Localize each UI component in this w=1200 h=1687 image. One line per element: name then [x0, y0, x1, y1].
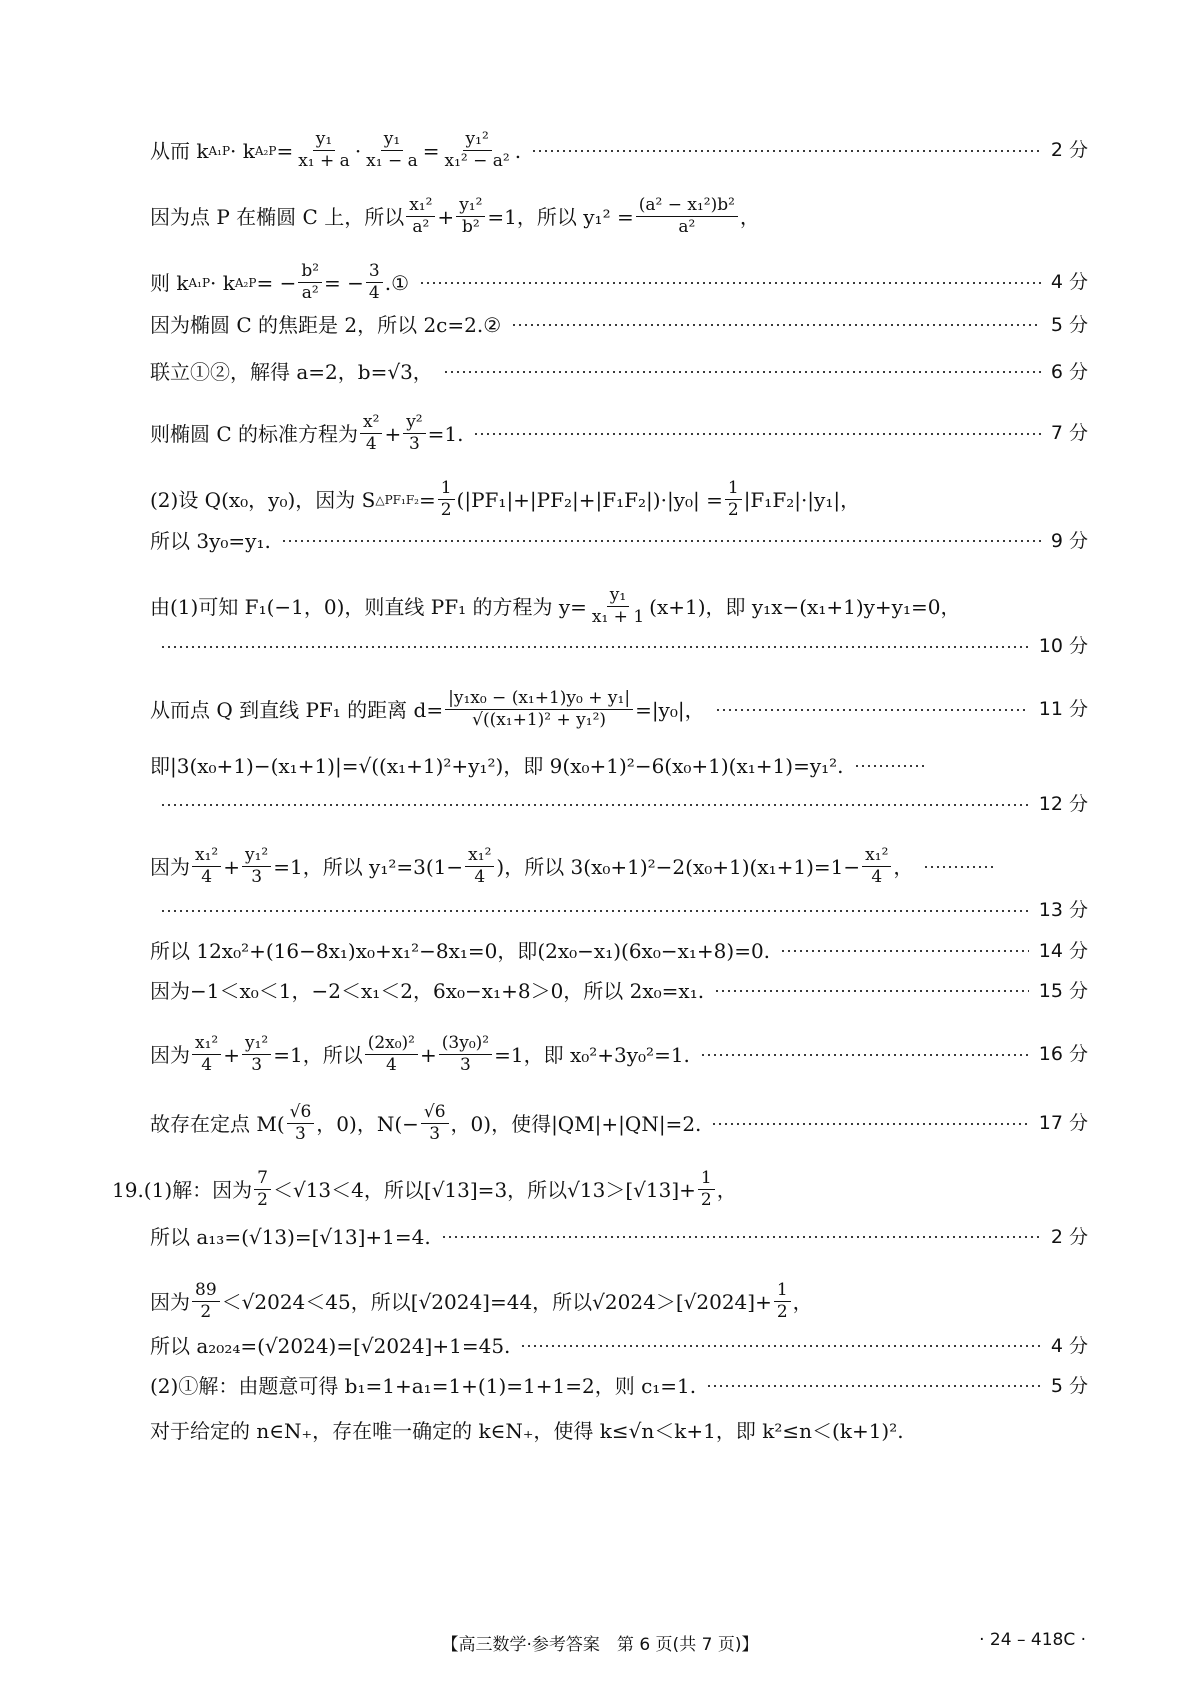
solution-line: [150, 1421, 1088, 1441]
dot-leader: [419, 282, 1041, 284]
fraction: [438, 480, 455, 519]
fraction-numerator: 1: [725, 480, 742, 500]
solution-line: [150, 1282, 1088, 1321]
line-text: +: [420, 1042, 437, 1067]
line-text: 故存在定点 M(: [150, 1111, 285, 1136]
fraction-denominator: x₁² − a²: [444, 151, 510, 171]
solution-line: [150, 414, 1088, 453]
fraction: [445, 690, 633, 729]
fraction-denominator: 2: [700, 1190, 712, 1210]
line-text: = −: [256, 270, 297, 295]
fraction-denominator: a²: [678, 217, 696, 237]
solution-line: [150, 795, 1088, 814]
fraction: [295, 131, 353, 170]
line-text: 19.(1)解：因为: [112, 1177, 253, 1202]
footer-code: · 24 – 418C ·: [979, 1630, 1086, 1650]
fraction: [242, 1035, 271, 1074]
line-text: +: [223, 854, 240, 879]
fraction: [254, 1170, 271, 1209]
line-text: .①: [384, 270, 410, 295]
line-text: =|y₀|，: [635, 697, 705, 722]
score-label: 14 分: [1038, 939, 1088, 962]
subscript: A₁P: [208, 143, 231, 158]
fraction-denominator: 3: [460, 1055, 471, 1075]
dot-leader: [923, 866, 995, 868]
fraction-denominator: 4: [365, 434, 377, 454]
fraction-numerator: x₁²: [192, 1035, 221, 1055]
fraction-denominator: x₁ + 1: [591, 607, 645, 627]
line-text: ·: [354, 138, 362, 163]
score-label: 4 分: [1050, 1334, 1088, 1357]
fraction-numerator: 89: [192, 1282, 220, 1302]
fraction-denominator: 3: [409, 434, 420, 454]
fraction: [442, 131, 513, 170]
solution-line: [150, 1336, 1088, 1356]
line-text: · k: [230, 138, 255, 163]
line-text: ，: [792, 1289, 813, 1314]
line-text: ＜√2024＜45，所以[√2024]=44，所以√2024＞[√2024]+: [221, 1289, 772, 1314]
score-label: 16 分: [1038, 1043, 1088, 1065]
fraction-denominator: x₁ + a: [298, 151, 350, 171]
subscript: A₂P: [254, 143, 277, 158]
fraction-numerator: x₁²: [862, 847, 891, 867]
line-text: 因为−1＜x₀＜1，−2＜x₁＜2，6x₀−x₁+8＞0，所以 2x₀=x₁.: [150, 979, 705, 1003]
solution-line: [150, 531, 1088, 551]
score-label: 11 分: [1038, 698, 1088, 720]
dot-leader: [441, 1236, 1041, 1238]
fraction: [363, 131, 421, 170]
score-label: 17 分: [1038, 1112, 1088, 1134]
fraction-numerator: y²: [403, 414, 425, 434]
fraction: [774, 1282, 791, 1321]
subscript: △PF₁F₂: [375, 492, 419, 507]
dot-leader: [443, 371, 1041, 373]
fraction: [862, 847, 891, 886]
line-text: 从而点 Q 到直线 PF₁ 的距离 d=: [150, 697, 444, 722]
solution-line: [150, 1035, 1088, 1074]
fraction: [725, 480, 742, 519]
solution-line: [150, 941, 1088, 961]
score-label: 2 分: [1050, 1225, 1088, 1248]
fraction-denominator: 4: [201, 1055, 213, 1075]
fraction: [589, 587, 647, 626]
score-label: 6 分: [1050, 360, 1088, 383]
fraction-denominator: 4: [871, 867, 883, 887]
fraction: [406, 197, 435, 236]
solution-line: [150, 315, 1088, 335]
line-text: =1，即 x₀²+3y₀²=1.: [494, 1042, 690, 1067]
line-text: ，: [716, 1177, 737, 1202]
fraction-denominator: x₁ − a: [366, 151, 418, 171]
fraction: [403, 414, 425, 453]
dot-leader: [520, 1345, 1040, 1347]
line-text: 因为: [150, 1042, 190, 1067]
dot-leader: [531, 150, 1041, 152]
fraction: [360, 414, 382, 453]
fraction: [287, 1104, 315, 1143]
fraction-numerator: y₁²: [242, 1035, 271, 1055]
line-text: (2)设 Q(x₀，y₀)，因为 S: [150, 487, 376, 512]
solution-line: [150, 847, 1088, 886]
solution-line: [150, 901, 1088, 920]
score-label: 13 分: [1038, 899, 1088, 921]
fraction-denominator: a²: [301, 283, 319, 303]
line-text: ，: [893, 854, 914, 879]
score-label: 7 分: [1050, 422, 1088, 444]
solution-line: [150, 587, 1088, 626]
line-text: ，: [739, 204, 760, 229]
line-text: =1，所以 y₁²=3(1−: [273, 854, 464, 879]
fraction-denominator: a²: [412, 217, 430, 237]
score-label: 9 分: [1050, 529, 1088, 552]
page-footer: [0, 1630, 1200, 1658]
dot-leader: [854, 765, 926, 767]
fraction-denominator: 3: [295, 1124, 306, 1144]
fraction-numerator: (2x₀)²: [365, 1035, 418, 1055]
fraction-numerator: x₁²: [465, 847, 494, 867]
solution-line: [150, 480, 1088, 519]
fraction-denominator: 2: [727, 500, 739, 520]
line-text: = −: [324, 270, 364, 295]
line-text: (|PF₁|+|PF₂|+|F₁F₂|)·|y₀| =: [456, 487, 723, 512]
dot-leader: [160, 646, 1029, 648]
fraction-numerator: |y₁x₀ − (x₁+1)y₀ + y₁|: [445, 690, 633, 710]
fraction: [298, 263, 322, 302]
line-text: =1，所以 y₁² =: [487, 204, 634, 229]
solution-line: [150, 263, 1088, 302]
fraction: [421, 1104, 449, 1143]
line-text: 因为点 P 在椭圆 C 上，所以: [150, 204, 405, 229]
line-text: · k: [210, 270, 235, 295]
fraction: [242, 847, 271, 886]
dot-leader: [700, 1054, 1029, 1056]
fraction: [365, 1035, 418, 1074]
fraction: [192, 1282, 220, 1321]
fraction-numerator: x²: [360, 414, 382, 434]
fraction: [192, 1035, 221, 1074]
dot-leader: [714, 990, 1029, 992]
line-text: 对于给定的 n∈N₊，存在唯一确定的 k∈N₊，使得 k≤√n＜k+1，即 k²≤n＜(k+1)².: [150, 1419, 904, 1443]
line-text: +: [223, 1042, 240, 1067]
fraction: [465, 847, 494, 886]
line-text: ，0)，N(−: [316, 1111, 419, 1136]
solution-line: [150, 131, 1088, 170]
line-text: 所以 a₁₃=(√13)=[√13]+1=4.: [150, 1225, 431, 1249]
solution-line: [150, 690, 1088, 729]
fraction-denominator: 2: [776, 1302, 788, 1322]
subscript: A₂P: [234, 275, 257, 290]
line-text: 所以 a₂₀₂₄=(√2024)=[√2024]+1=45.: [150, 1334, 511, 1358]
fraction-denominator: √((x₁+1)² + y₁²): [472, 710, 607, 730]
dot-leader: [715, 709, 1029, 711]
fraction-denominator: 4: [474, 867, 486, 887]
line-text: )，所以 3(x₀+1)²−2(x₀+1)(x₁+1)=1−: [496, 854, 861, 879]
fraction-numerator: (3y₀)²: [439, 1035, 492, 1055]
line-text: .: [514, 138, 522, 163]
fraction-denominator: 4: [385, 1055, 397, 1075]
fraction: [439, 1035, 492, 1074]
line-text: 由(1)可知 F₁(−1，0)，则直线 PF₁ 的方程为 y=: [150, 594, 587, 619]
fraction-numerator: y₁: [313, 131, 335, 151]
line-text: 则 k: [150, 270, 189, 295]
dot-leader: [706, 1385, 1041, 1387]
fraction-denominator: b²: [461, 217, 480, 237]
score-label: 12 分: [1038, 793, 1088, 815]
solution-line: [150, 1227, 1088, 1247]
fraction-denominator: 3: [429, 1124, 441, 1144]
fraction-denominator: 4: [201, 867, 213, 887]
dot-leader: [780, 950, 1029, 952]
fraction-numerator: 1: [698, 1170, 715, 1190]
fraction-denominator: 2: [257, 1190, 268, 1210]
dot-leader: [281, 540, 1041, 542]
fraction-numerator: 7: [254, 1170, 271, 1190]
line-text: =1.: [427, 421, 464, 446]
subscript: A₁P: [188, 275, 211, 290]
line-text: 联立①②，解得 a=2，b=√3，: [150, 360, 433, 384]
dot-leader: [160, 910, 1029, 912]
score-label: 10 分: [1038, 635, 1088, 657]
fraction-denominator: 4: [368, 283, 380, 303]
line-text: =: [422, 138, 440, 163]
solution-line: [150, 756, 1088, 776]
solution-line: [150, 1104, 1088, 1143]
line-text: 因为: [150, 854, 190, 879]
fraction-numerator: √6: [287, 1104, 315, 1124]
line-text: =1，所以: [273, 1042, 363, 1067]
line-text: 所以 12x₀²+(16−8x₁)x₀+x₁²−8x₁=0，即(2x₀−x₁)(6x₀−x₁+8)=0.: [150, 939, 771, 963]
line-text: 即|3(x₀+1)−(x₁+1)|=√((x₁+1)²+y₁²)，即 9(x₀+1)²−6(x₀+1)(x₁+1)=y₁².: [150, 754, 844, 778]
fraction-denominator: 2: [200, 1302, 212, 1322]
fraction-numerator: y₁²: [242, 847, 271, 867]
fraction: [192, 847, 221, 886]
solution-line: [150, 981, 1088, 1001]
fraction-numerator: y₁²: [463, 131, 492, 151]
fraction-numerator: y₁²: [456, 197, 485, 217]
solution-line: [150, 637, 1088, 656]
line-text: =: [276, 138, 294, 163]
line-text: 因为椭圆 C 的焦距是 2，所以 2c=2.②: [150, 313, 502, 337]
line-text: ＜√13＜4，所以[√13]=3，所以√13＞[√13]+: [272, 1177, 696, 1202]
score-label: 15 分: [1038, 979, 1088, 1002]
fraction: [366, 263, 383, 302]
fraction-numerator: √6: [421, 1104, 449, 1124]
line-text: =: [418, 487, 436, 512]
score-label: 4 分: [1050, 271, 1088, 293]
fraction-denominator: 2: [440, 500, 452, 520]
fraction-numerator: y₁: [381, 131, 403, 151]
fraction-numerator: b²: [298, 263, 322, 283]
dot-leader: [511, 324, 1041, 326]
score-label: 5 分: [1050, 313, 1088, 336]
fraction-denominator: 3: [251, 1055, 263, 1075]
fraction-numerator: 3: [366, 263, 383, 283]
solution-line: [150, 197, 1088, 236]
dot-leader: [711, 1123, 1028, 1125]
line-text: 所以 3y₀=y₁.: [150, 529, 271, 553]
line-text: +: [437, 204, 455, 229]
line-text: |F₁F₂|·|y₁|，: [743, 487, 861, 512]
line-text: 因为: [150, 1289, 190, 1314]
fraction-denominator: 3: [251, 867, 263, 887]
fraction-numerator: (a² − x₁²)b²: [636, 197, 738, 217]
fraction-numerator: 1: [438, 480, 455, 500]
score-label: 2 分: [1050, 139, 1088, 161]
dot-leader: [160, 804, 1029, 806]
score-label: 5 分: [1050, 1374, 1088, 1397]
dot-leader: [473, 433, 1040, 435]
line-text: +: [384, 421, 402, 446]
line-text: 则椭圆 C 的标准方程为: [150, 421, 359, 446]
solution-line: [112, 1170, 1088, 1209]
fraction-numerator: y₁: [607, 587, 629, 607]
line-text: ，0)，使得|QM|+|QN|=2.: [450, 1111, 702, 1136]
solution-line: [150, 1376, 1088, 1396]
line-text: (x+1)，即 y₁x−(x₁+1)y+y₁=0，: [649, 594, 961, 619]
footer-title: 【高三数学·参考答案 第 6 页(共 7 页)】: [441, 1635, 759, 1655]
fraction-numerator: x₁²: [192, 847, 221, 867]
fraction: [456, 197, 485, 236]
fraction: [698, 1170, 715, 1209]
solution-line: [150, 362, 1088, 382]
line-text: (2)①解：由题意可得 b₁=1+a₁=1+(1)=1+1=2，则 c₁=1.: [150, 1374, 697, 1398]
fraction: [636, 197, 738, 236]
line-text: 从而 k: [150, 138, 209, 163]
fraction-numerator: x₁²: [406, 197, 435, 217]
fraction-numerator: 1: [774, 1282, 791, 1302]
